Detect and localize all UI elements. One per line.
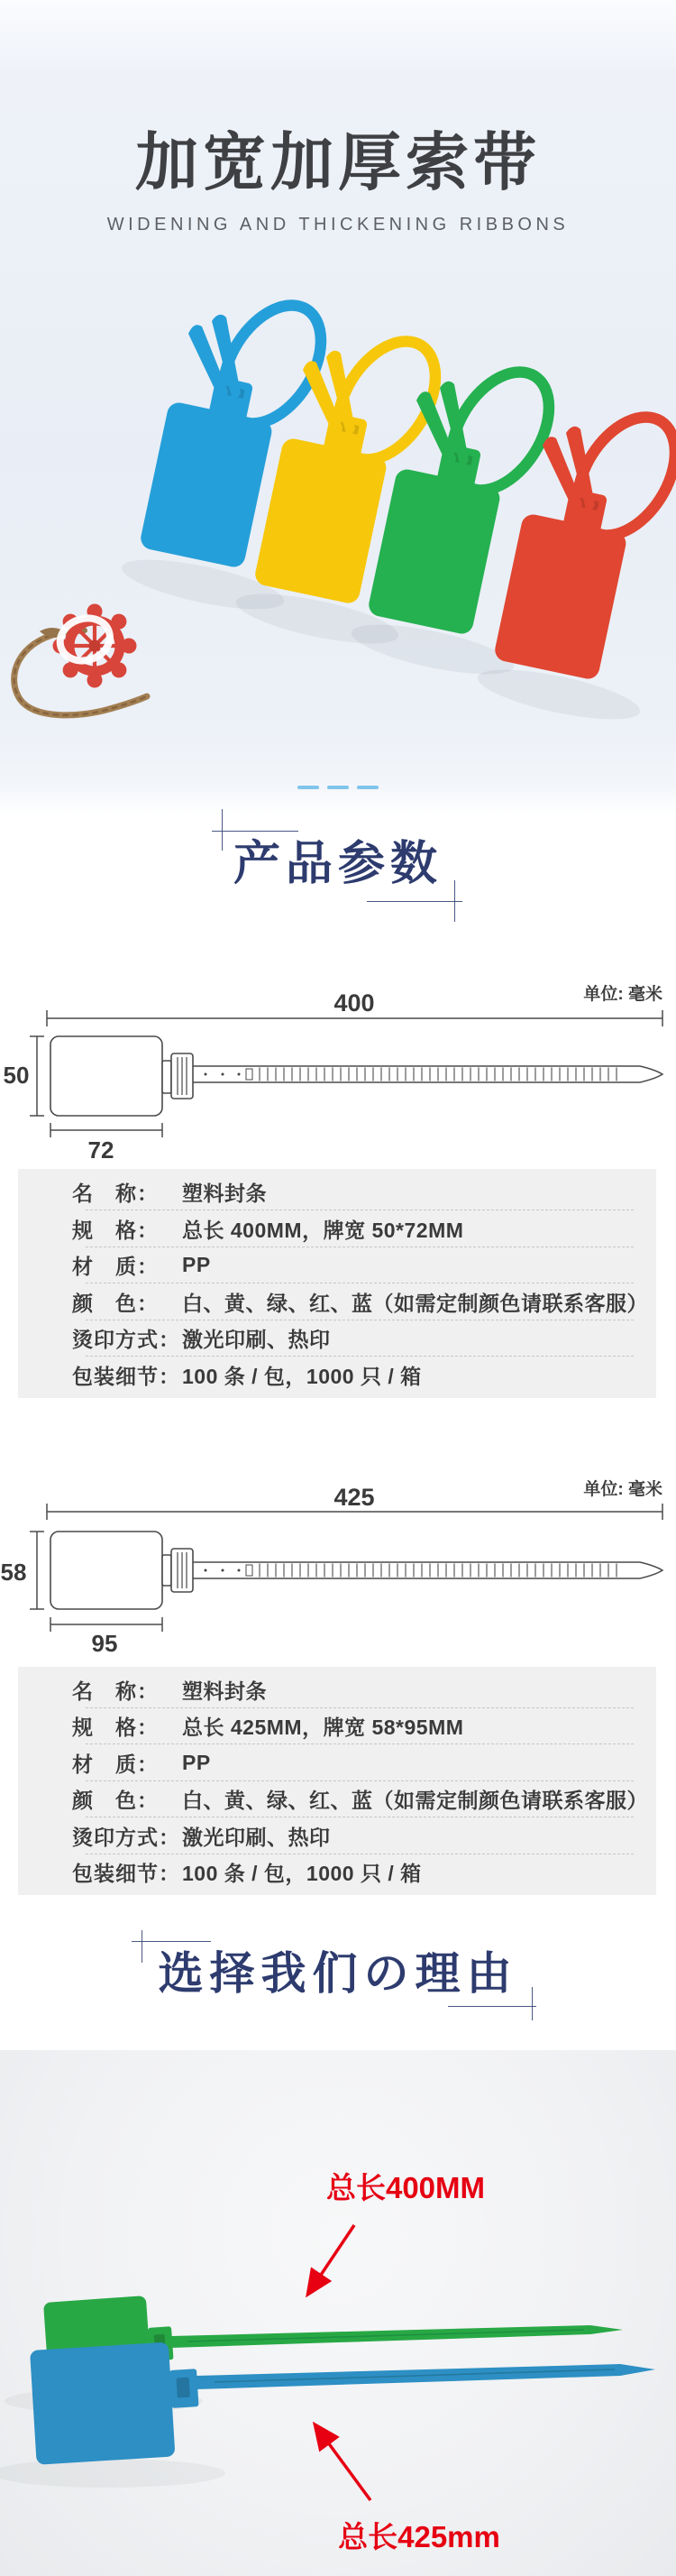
- title-cross-line: [212, 831, 298, 832]
- spec-label: 包装细节：: [72, 1364, 180, 1388]
- length-dimension-label: 425: [333, 1484, 375, 1511]
- spec-value: PP: [182, 1253, 211, 1277]
- spec-value: 100 条 / 包，1000 只 / 箱: [182, 1862, 422, 1886]
- dash: [357, 786, 379, 789]
- spec-value: PP: [182, 1750, 211, 1774]
- table-row: [18, 1210, 656, 1247]
- spec-label: 材 质：: [72, 1752, 159, 1776]
- table-row: [18, 1854, 656, 1891]
- width-dimension-label: 95: [91, 1630, 118, 1657]
- title-cross-line: [222, 809, 223, 851]
- title-cross-line: [448, 2006, 536, 2007]
- table-row: [18, 1283, 656, 1320]
- dash: [297, 786, 319, 789]
- unit-label: 单位: 毫米: [583, 985, 662, 1004]
- unit-label: 单位: 毫米: [583, 1480, 662, 1499]
- spec-label: 材 质：: [72, 1255, 159, 1279]
- spec-value: 白、黄、绿、红、蓝（如需定制颜色请联系客服）: [182, 1789, 648, 1813]
- spec-value: 白、黄、绿、红、蓝（如需定制颜色请联系客服）: [182, 1291, 648, 1315]
- spec-label: 烫印方式：: [72, 1328, 180, 1352]
- height-dimension-label: 50: [3, 1062, 30, 1089]
- length-comparison-photo: [0, 2050, 676, 2576]
- section-title-reasons: 选择我们の理由: [158, 1948, 518, 1999]
- page-subtitle: WIDENING AND THICKENING RIBBONS: [106, 215, 570, 235]
- page-title: 加宽加厚索带: [135, 127, 541, 198]
- spec-label: 烫印方式：: [72, 1825, 180, 1849]
- table-row: [18, 1247, 656, 1284]
- spec-value: 塑料封条: [182, 1679, 267, 1703]
- spec-value: 激光印刷、热印: [182, 1328, 331, 1352]
- length-dimension-label: 400: [333, 989, 375, 1017]
- table-row: [18, 1671, 656, 1708]
- spec-value: 总长 425MM，牌宽 58*95MM: [182, 1716, 464, 1740]
- table-row: [18, 1781, 656, 1818]
- hero-section: [0, 0, 676, 816]
- ship-wheel: [53, 604, 137, 688]
- carousel-dashes: [0, 786, 676, 789]
- dimension-diagram-425: [0, 1470, 676, 1664]
- spec-value: 激光印刷、热印: [182, 1825, 331, 1849]
- title-cross-line: [367, 901, 462, 902]
- table-row: [18, 1320, 656, 1357]
- title-cross-line: [532, 1987, 533, 2020]
- arrow-to-400-strap: [308, 2225, 354, 2294]
- spec-label: 名 称：: [72, 1182, 159, 1206]
- annotation-total-length-400: 总长400MM: [325, 2171, 486, 2204]
- dimension-diagram-400: [0, 938, 676, 1182]
- blue-tie-425: [30, 2342, 655, 2465]
- width-dimension-label: 72: [87, 1136, 114, 1164]
- spec-value: 塑料封条: [182, 1182, 267, 1206]
- table-row: [18, 1817, 656, 1854]
- spec-label: 规 格：: [72, 1218, 159, 1242]
- table-row: [18, 1174, 656, 1211]
- spec-label: 包装细节：: [72, 1862, 180, 1886]
- spec-label: 颜 色：: [72, 1291, 159, 1315]
- comparison-photo-svg: [0, 2050, 676, 2576]
- cable-tie-red: [493, 400, 676, 681]
- spec-value: 总长 400MM，牌宽 50*72MM: [182, 1218, 464, 1242]
- section-title-parameters: 产品参数: [233, 838, 443, 890]
- dash: [327, 786, 349, 789]
- title-cross-line: [454, 880, 455, 922]
- table-row: [18, 1357, 656, 1394]
- spec-label: 名 称：: [72, 1679, 159, 1703]
- table-row: [18, 1708, 656, 1745]
- annotation-total-length-425: 总长425mm: [338, 2520, 500, 2553]
- title-cross-line: [132, 1941, 211, 1942]
- spec-label: 颜 色：: [72, 1789, 159, 1813]
- height-dimension-label: 58: [0, 1559, 27, 1586]
- table-row: [18, 1744, 656, 1781]
- spec-table-400: [18, 1169, 656, 1398]
- spec-label: 规 格：: [72, 1716, 159, 1740]
- spec-table-425: [18, 1667, 656, 1895]
- spec-value: 100 条 / 包，1000 只 / 箱: [182, 1364, 422, 1388]
- arrow-to-425-strap: [315, 2425, 370, 2500]
